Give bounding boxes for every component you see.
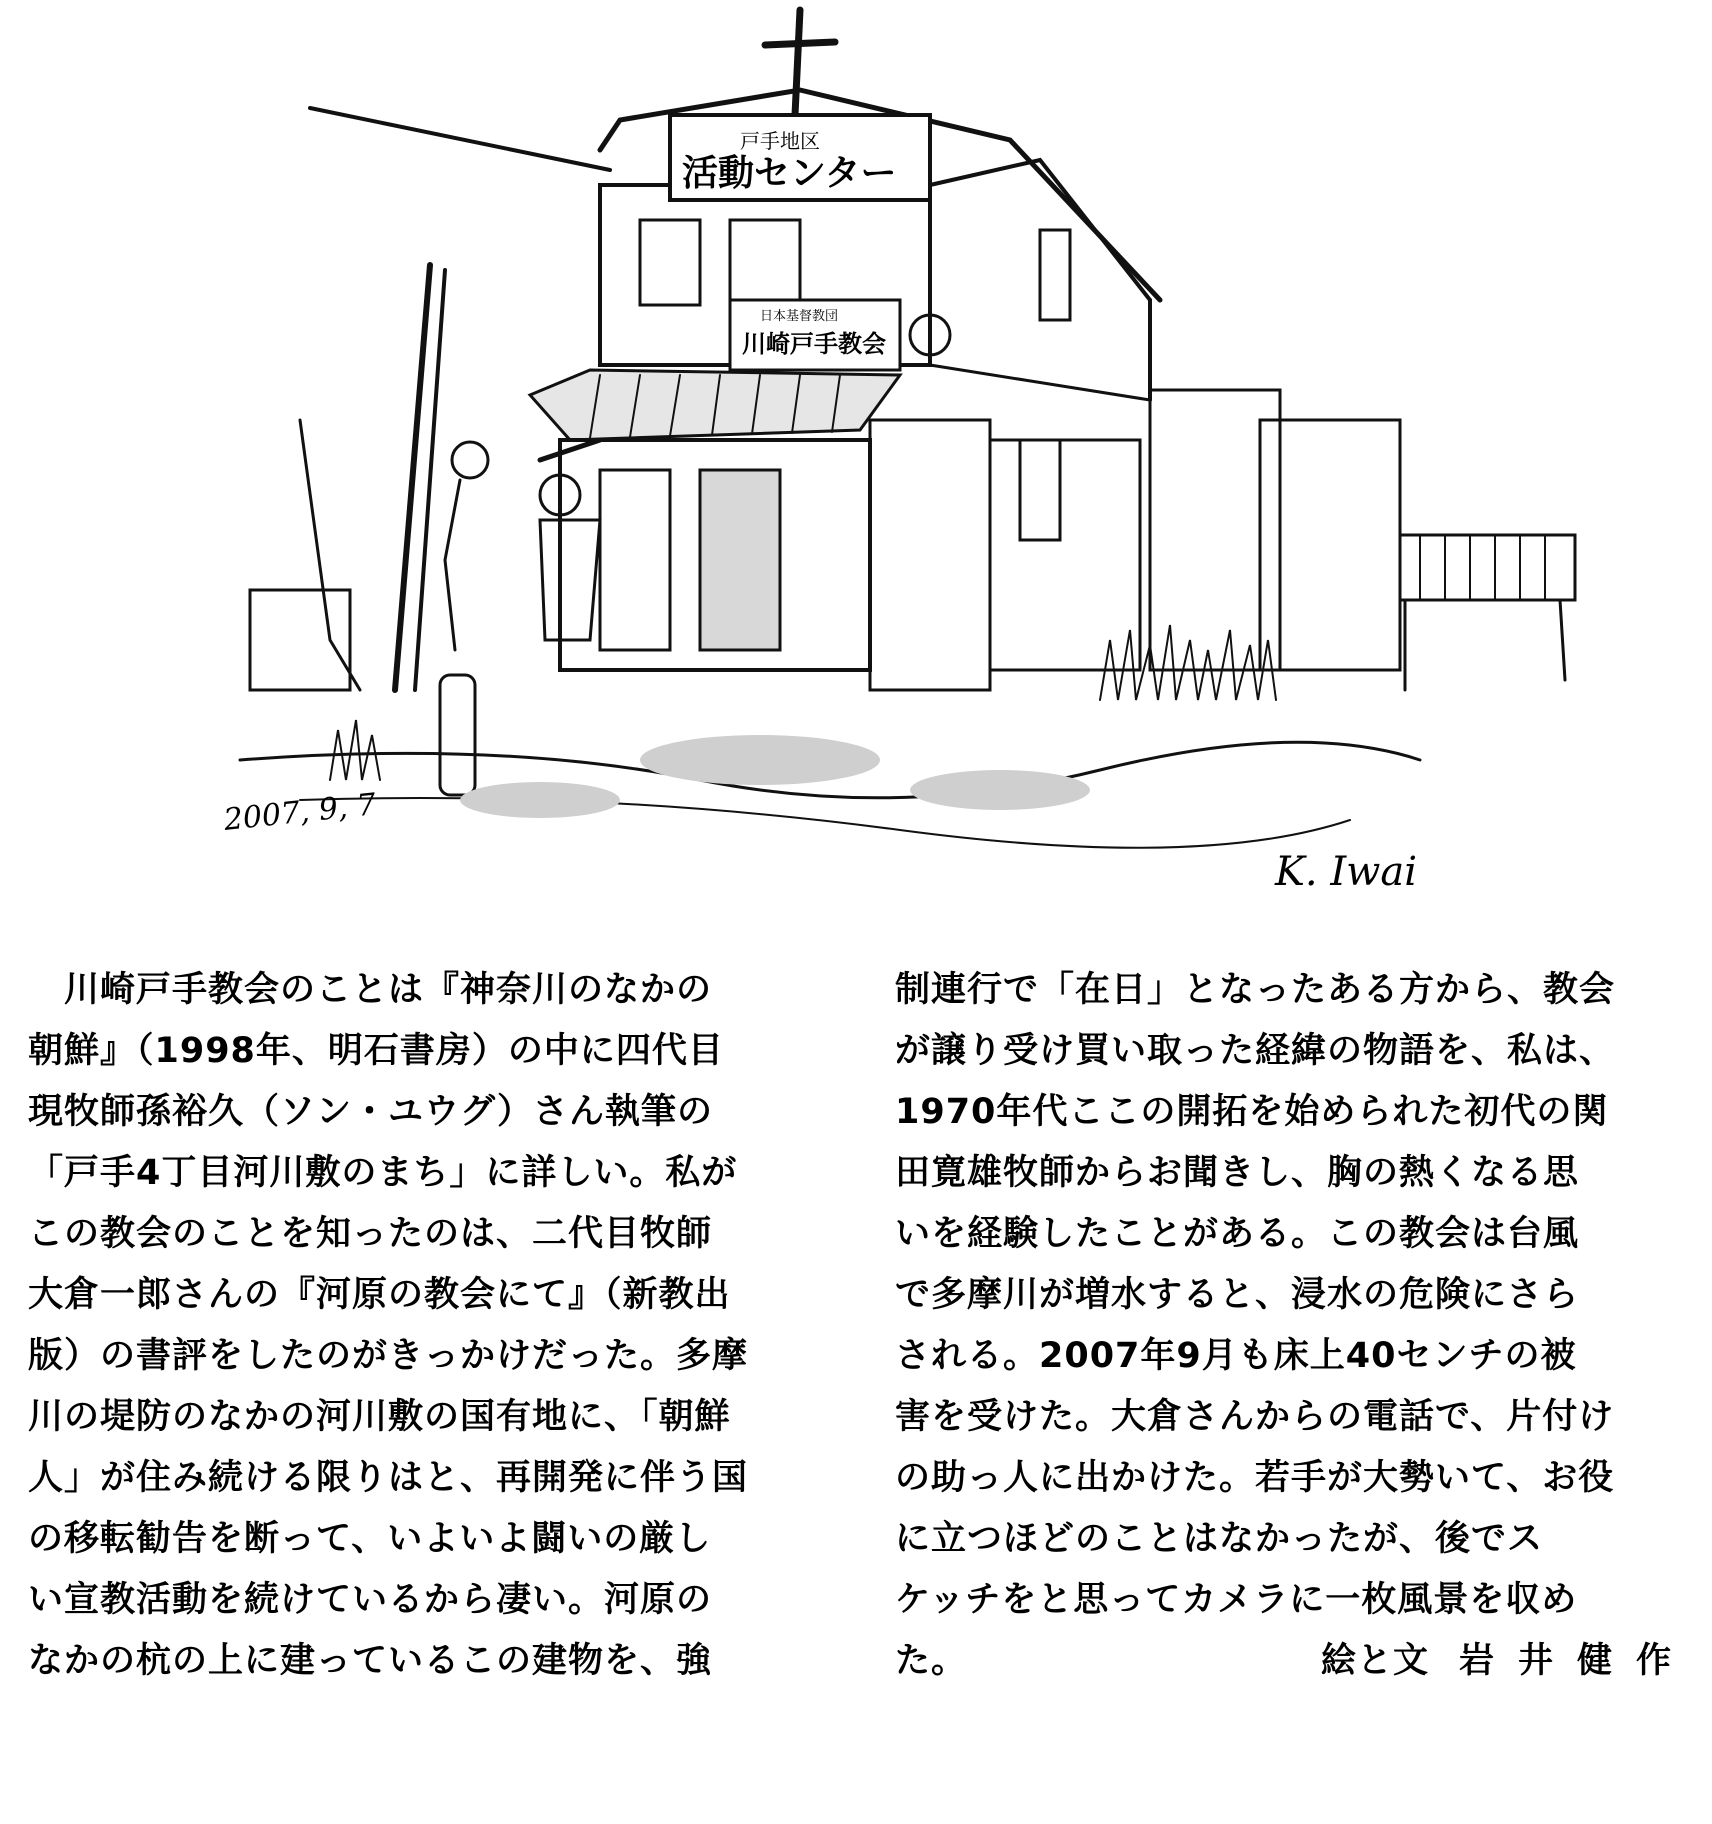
text-line: に立つほどのことはなかったが、後でス: [895, 1519, 1544, 1559]
artist-signature: K. Iwai: [1275, 849, 1417, 895]
text-line: 版）の書評をしたのがきっかけだった。多摩: [28, 1336, 749, 1376]
text-line: ケッチをと思ってカメラに一枚風景を収め: [895, 1580, 1578, 1620]
text-line: の助っ人に出かけた。若手が大勢いて、お役: [895, 1458, 1615, 1498]
author-credit: [1021, 1631, 1695, 1692]
article-left-column: [28, 960, 848, 1692]
author-name: 岩井健作: [1458, 1641, 1695, 1681]
text-line: 朝鮮』（1998年、明石書房）の中に四代目: [28, 1031, 724, 1071]
text-line: この教会のことを知ったのは、二代目牧師: [28, 1214, 713, 1254]
text-line: の移転勧告を断って、いよいよ闘いの厳し: [28, 1519, 712, 1559]
sign-church-line1: 日本基督教団: [760, 309, 839, 324]
closing-line: [895, 1631, 1695, 1692]
text-line: 人」が住み続ける限りはと、再開発に伴う国: [28, 1458, 749, 1498]
text-line: 大倉一郎さんの『河原の教会にて』（新教出: [28, 1275, 731, 1315]
article-right-column: [895, 960, 1695, 1692]
sketch-date: 2007, 9, 7: [222, 787, 378, 838]
text-line: いを経験したことがある。この教会は台風: [895, 1214, 1580, 1254]
text-line: 1970年代ここの開拓を始められた初代の関: [895, 1092, 1609, 1132]
text-line: される。2007年9月も床上40センチの被: [895, 1336, 1577, 1376]
credit-label: 絵と文: [1320, 1641, 1429, 1681]
text-line: 川崎戸手教会のことは『神奈川のなかの: [28, 970, 713, 1010]
text-line: で多摩川が増水すると、浸水の危険にさら: [895, 1275, 1580, 1315]
text-line: なかの杭の上に建っているこの建物を、強: [28, 1641, 713, 1681]
closing-text: た。: [895, 1641, 968, 1681]
article-right-lines: [895, 960, 1695, 1631]
sign-church-line2: 川崎戸手教会: [742, 330, 886, 358]
sign-top-line2: 活動センター: [682, 153, 897, 194]
text-line: 「戸手4丁目河川敷のまち」に詳しい。私が: [28, 1153, 738, 1193]
text-line: 現牧師孫裕久（ソン・ユウグ）さん執筆の: [28, 1092, 714, 1132]
sign-top-line1: 戸手地区: [740, 129, 820, 153]
text-line: い宣教活動を続けているから凄い。河原の: [28, 1580, 713, 1620]
text-line: 川の堤防のなかの河川敷の国有地に、「朝鮮: [28, 1397, 731, 1437]
text-line: 制連行で「在日」となったある方から、教会: [895, 970, 1616, 1010]
text-line: が譲り受け買い取った経緯の物語を、私は、: [895, 1031, 1616, 1071]
text-line: 田寛雄牧師からお聞きし、胸の熱くなる思: [895, 1153, 1580, 1193]
text-line: 害を受けた。大倉さんからの電話で、片付け: [895, 1397, 1615, 1437]
